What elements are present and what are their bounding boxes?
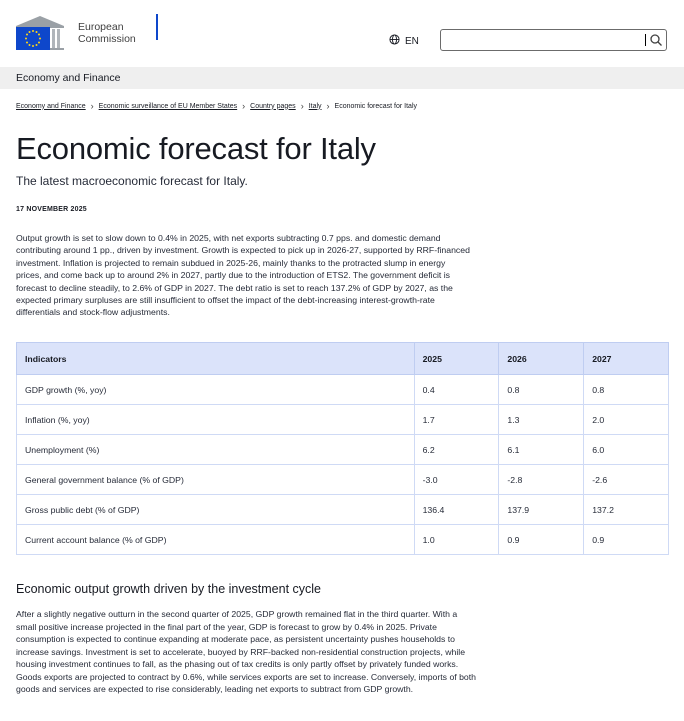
table-row <box>17 495 669 525</box>
row-label: General government balance (% of GDP) <box>17 465 415 495</box>
language-selector[interactable] <box>389 34 419 48</box>
column-header-indicators: Indicators <box>17 343 415 375</box>
table-header-row <box>17 343 669 375</box>
table-cell: 1.7 <box>414 405 499 435</box>
column-header-2025: 2025 <box>414 343 499 375</box>
breadcrumb-link-country-pages[interactable]: Country pages <box>250 102 296 110</box>
chevron-right-icon: › <box>326 101 330 111</box>
row-label: Gross public debt (% of GDP) <box>17 495 415 525</box>
table-cell: 6.2 <box>414 435 499 465</box>
table-cell: 0.4 <box>414 375 499 405</box>
intro-paragraph: Output growth is set to slow down to 0.4% in 2025, with net exports subtracting 0.7 pps. and domestic demand contributing around 1 pp., driven by investment. Growth is expected to pick up in 2026-27, supported by RRF-financed investment. Inflation is projected to remain subdued in 2025-26, mainly thanks to the protracted slump in energy prices, and come back up to around 2% in 2027, partly due to the introduction of ETS2. The government deficit is forecast to decline steadily, to 2.6% of GDP in 2027. The debt ratio is set to reach 137.2% of GDP by 2027, as the expected primary surpluses are still insufficient to offset the impact of the debt-increasing interest-growth-rate differentials and stock-flow adjustments. <box>16 233 470 318</box>
table-cell: -2.8 <box>499 465 584 495</box>
section-paragraph: After a slightly negative outturn in the second quarter of 2025, GDP growth remained flat in the third quarter. With a small positive increase projected in the final part of the year, GDP is forecast to grow by 0.4% in 2025. Private consumption is expected to continue expanding at moderate pace, as persistent uncertainty pushes households to increase savings. Investment is set to accelerate, buoyed by RRF-backed non-residential construction projects, while housing investment continues to fall, as the phasing out of tax credits is only partly offset by privately funded works. Goods exports are projected to contract by 0.6%, while services exports are set to increase. Conversely, imports of both goods and services are expected to rise considerably, leading net exports to subtract from GDP growth. <box>16 609 477 694</box>
table-cell: 1.3 <box>499 405 584 435</box>
table-cell: 0.9 <box>499 525 584 555</box>
page-title: Economic forecast for Italy <box>16 131 376 166</box>
logo-divider <box>156 14 158 40</box>
eu-flag-icon <box>16 27 50 50</box>
table-cell: 2.0 <box>584 405 669 435</box>
table-cell: 0.8 <box>584 375 669 405</box>
logo-text <box>78 21 136 45</box>
logo-line1: European <box>78 21 124 33</box>
column-header-2026: 2026 <box>499 343 584 375</box>
language-code: EN <box>405 35 419 47</box>
breadcrumb-link-italy[interactable]: Italy <box>308 102 322 110</box>
search-divider <box>645 34 646 46</box>
table-cell: 136.4 <box>414 495 499 525</box>
breadcrumb-link-economic-surveillance[interactable]: Economic surveillance of EU Member States <box>98 102 238 110</box>
table-row <box>17 405 669 435</box>
site-header <box>0 0 684 67</box>
search-input[interactable] <box>441 30 641 50</box>
table-cell: 6.1 <box>499 435 584 465</box>
site-name-bar <box>0 67 684 89</box>
site-name-link[interactable]: Economy and Finance <box>16 72 121 84</box>
row-label: GDP growth (%, yoy) <box>17 375 415 405</box>
table-row <box>17 435 669 465</box>
table-cell: 0.9 <box>584 525 669 555</box>
page-subtitle: The latest macroeconomic forecast for Italy. <box>16 174 248 188</box>
publication-date: 17 NOVEMBER 2025 <box>16 206 87 213</box>
section-heading: Economic output growth driven by the investment cycle <box>16 582 322 596</box>
table-cell: 137.9 <box>499 495 584 525</box>
table-row <box>17 465 669 495</box>
table-cell: 6.0 <box>584 435 669 465</box>
table-cell: -2.6 <box>584 465 669 495</box>
chevron-right-icon: › <box>90 101 94 111</box>
european-commission-logo[interactable] <box>16 16 136 50</box>
building-icon <box>16 16 64 50</box>
row-label: Current account balance (% of GDP) <box>17 525 415 555</box>
breadcrumb-link-economy-finance[interactable]: Economy and Finance <box>16 102 86 110</box>
search-box <box>440 29 667 51</box>
breadcrumb <box>16 101 417 111</box>
globe-icon <box>389 34 400 48</box>
logo-line2: Commission <box>78 33 136 45</box>
breadcrumb-current: Economic forecast for Italy <box>334 102 418 110</box>
table-cell: 137.2 <box>584 495 669 525</box>
search-icon <box>649 34 663 51</box>
chevron-right-icon: › <box>242 101 246 111</box>
chevron-right-icon: › <box>300 101 304 111</box>
table-cell: -3.0 <box>414 465 499 495</box>
table-row <box>17 525 669 555</box>
row-label: Unemployment (%) <box>17 435 415 465</box>
column-header-2027: 2027 <box>584 343 669 375</box>
table-cell: 1.0 <box>414 525 499 555</box>
search-button[interactable] <box>649 33 663 47</box>
table-row <box>17 375 669 405</box>
table-cell: 0.8 <box>499 375 584 405</box>
indicators-table <box>16 342 669 555</box>
row-label: Inflation (%, yoy) <box>17 405 415 435</box>
